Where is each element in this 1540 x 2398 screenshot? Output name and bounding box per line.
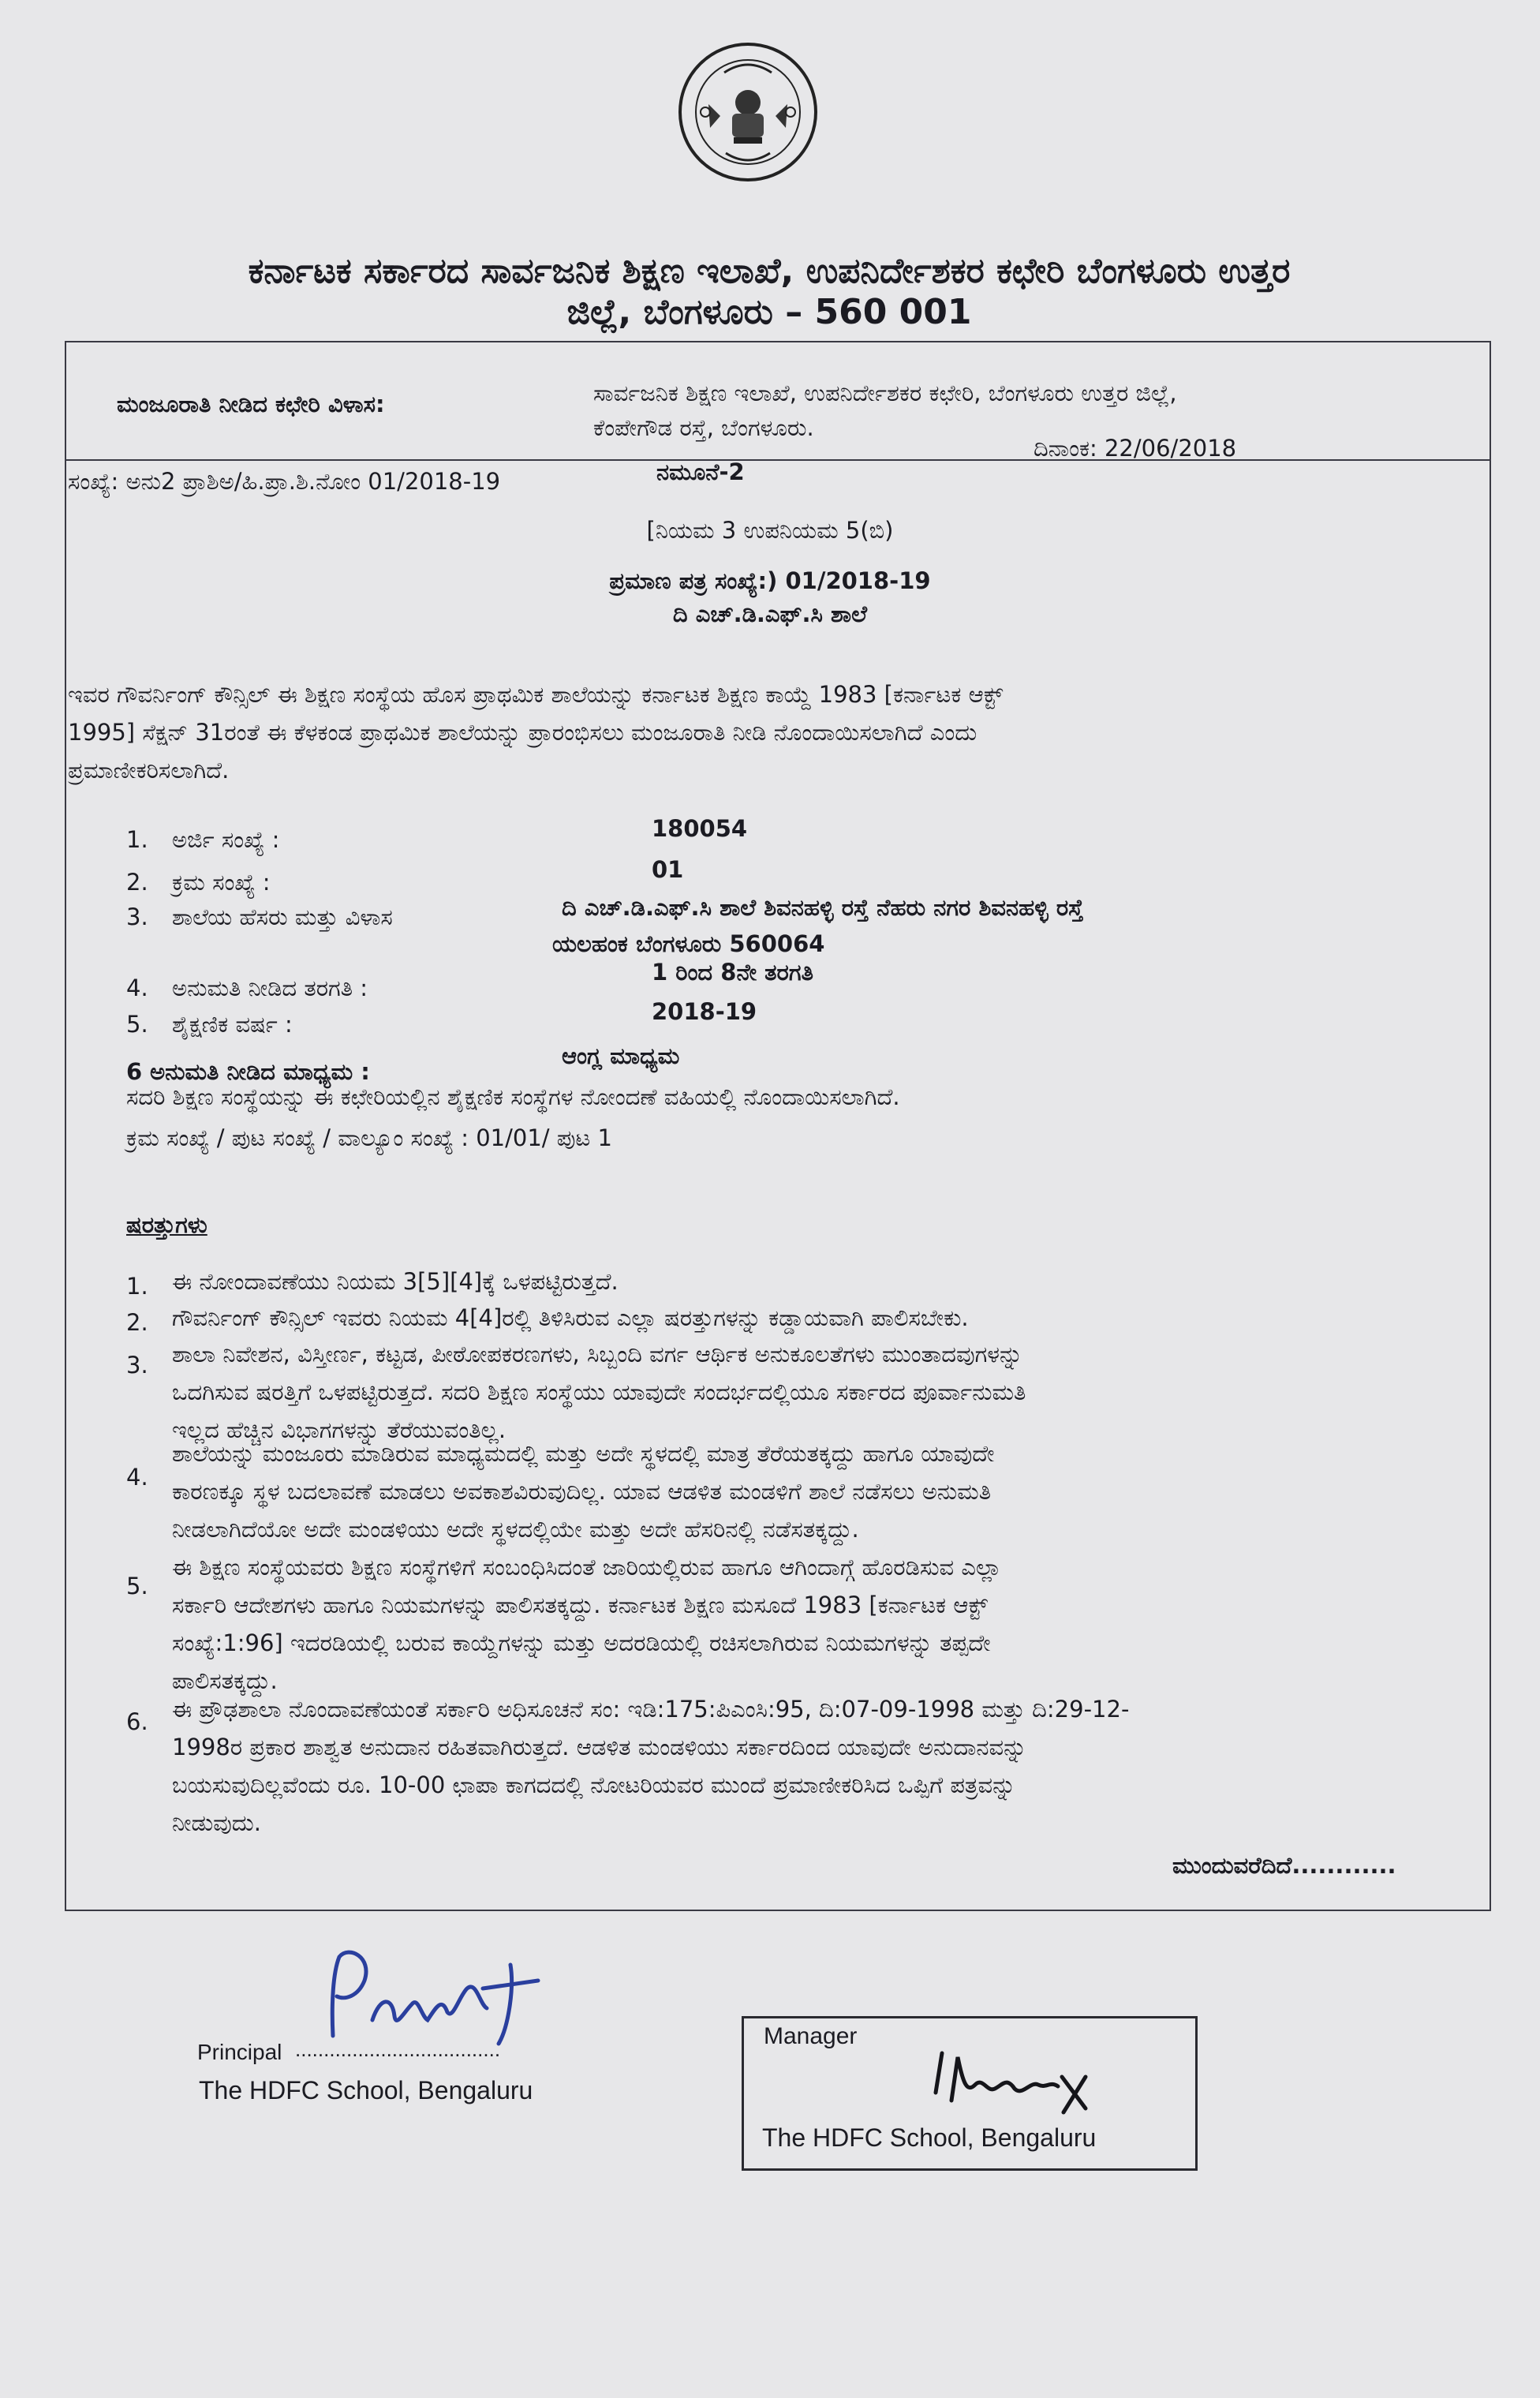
detail-label-class: ಅನುಮತಿ ನೀಡಿದ ತರಗತಿ : xyxy=(172,975,368,1001)
intro-line-3: ಪ್ರಮಾಣೀಕರಿಸಲಾಗಿದೆ. xyxy=(68,757,230,784)
manager-label: Manager xyxy=(764,2023,858,2049)
conditions-title: ಷರತ್ತುಗಳು xyxy=(126,1211,207,1238)
manager-org: The HDFC School, Bengaluru xyxy=(762,2123,1097,2152)
condition-num: 3. xyxy=(126,1352,148,1379)
condition-6-line: 1998ರ ಪ್ರಕಾರ ಶಾಶ್ವತ ಅನುದಾನ ರಹಿತವಾಗಿರುತ್ತದೆ. ಆಡಳಿತ ಮಂಡಳಿಯು ಸರ್ಕಾರದಿಂದ ಯಾವುದೇ ಅನುದಾನವನ್ನು xyxy=(172,1734,1027,1760)
condition-5-line: ಸರ್ಕಾರಿ ಆದೇಶಗಳು ಹಾಗೂ ನಿಯಮಗಳನ್ನು ಪಾಲಿಸತಕ್ಕದ್ದು. ಕರ್ನಾಟಕ ಶಿಕ್ಷಣ ಮಸೂದೆ 1983 [ಕರ್ನಾಟಕ ಆಕ್ಟ್ xyxy=(172,1592,988,1618)
condition-num: 1. xyxy=(126,1273,148,1300)
continued-note: ಮುಂದುವರೆದಿದೆ............ xyxy=(1172,1852,1396,1879)
condition-4-line: ಕಾರಣಕ್ಕೂ ಸ್ಥಳ ಬದಲಾವಣೆ ಮಾಡಲು ಅವಕಾಶವಿರುವುದಿಲ್ಲ. ಯಾವ ಆಡಳಿತ ಮಂಡಳಿಗೆ ಶಾಲೆ ನಡೆಸಲು ಅನುಮತಿ xyxy=(172,1478,992,1505)
condition-num: 2. xyxy=(126,1309,148,1336)
condition-2-line: ಗೌವರ್ನಿಂಗ್ ಕೌನ್ಸಿಲ್ ಇವರು ನಿಯಮ 4[4]ರಲ್ಲಿ ತಿಳಿಸಿರುವ ಎಲ್ಲಾ ಷರತ್ತುಗಳನ್ನು ಕಡ್ಡಾಯವಾಗಿ ಪಾಲಿಸಬೇಕು. xyxy=(172,1304,969,1331)
detail-value-serial-no: 01 xyxy=(652,856,684,883)
detail-num: 4. xyxy=(126,975,148,1001)
condition-3-line: ಒದಗಿಸುವ ಷರತ್ತಿಗೆ ಒಳಪಟ್ಟಿರುತ್ತದೆ. ಸದರಿ ಶಿಕ್ಷಣ ಸಂಸ್ಥೆಯು ಯಾವುದೇ ಸಂದರ್ಭದಲ್ಲಿಯೂ ಸರ್ಕಾರದ ಪೂರ್ವಾನುಮತಿ xyxy=(172,1379,1026,1405)
header-divider xyxy=(65,459,1491,461)
detail-label-academic-year: ಶೈಕ್ಷಣಿಕ ವರ್ಷ : xyxy=(172,1011,293,1038)
detail-value-academic-year: 2018-19 xyxy=(652,998,757,1025)
condition-num: 6. xyxy=(126,1708,148,1735)
detail-label-school-name: ಶಾಲೆಯ ಹೆಸರು ಮತ್ತು ವಿಳಾಸ xyxy=(172,903,393,930)
school-short-name: ದಿ ಎಚ್.ಡಿ.ಎಫ್.ಸಿ ಶಾಲೆ xyxy=(672,600,868,627)
condition-1-line: ಈ ನೋಂದಾವಣೆಯು ನಿಯಮ 3[5][4]ಕ್ಕೆ ಒಳಪಟ್ಟಿರುತ್ತದೆ. xyxy=(172,1268,619,1295)
principal-org: The HDFC School, Bengaluru xyxy=(199,2076,533,2104)
condition-num: 4. xyxy=(126,1464,148,1491)
detail-value-class: 1 ರಿಂದ 8ನೇ ತರಗತಿ xyxy=(652,959,813,986)
condition-3-line: ಶಾಲಾ ನಿವೇಶನ, ವಿಸ್ತೀರ್ಣ, ಕಟ್ಟಡ, ಪೀಠೋಪಕರಣಗಳು, ಸಿಬ್ಬಂದಿ ವರ್ಗ ಆರ್ಥಿಕ ಅನುಕೂಲತೆಗಳು ಮುಂತಾದವುಗಳನ್ನು xyxy=(172,1341,1023,1367)
condition-5-line: ಸಂಖ್ಯೆ:1:96] ಇದರಡಿಯಲ್ಲಿ ಬರುವ ಕಾಯ್ದೆಗಳನ್ನು ಮತ್ತು ಅದರಡಿಯಲ್ಲಿ ರಚಿಸಲಾಗಿರುವ ನಿಯಮಗಳನ್ನು ತಪ್ಪದೇ xyxy=(172,1629,991,1656)
header-line-1: ಕರ್ನಾಟಕ ಸರ್ಕಾರದ ಸಾರ್ವಜನಿಕ ಶಿಕ್ಷಣ ಇಲಾಖೆ, ಉಪನಿರ್ದೇಶಕರ ಕಛೇರಿ ಬೆಂಗಳೂರು ಉತ್ತರ xyxy=(248,251,1291,291)
detail-label-medium: ಅನುಮತಿ ನೀಡಿದ ಮಾಧ್ಯಮ : xyxy=(150,1058,370,1085)
reference-number: ಸಂಖ್ಯೆ: ಅನು2 ಪ್ರಾಶಿಅ/ಹಿ.ಪ್ರಾ.ಶಿ.ನೋಂ 01/2018-19 xyxy=(68,468,501,495)
rule-reference: [ನಿಯಮ 3 ಉಪನಿಯಮ 5(ಬಿ) xyxy=(646,517,894,544)
condition-6-line: ನೀಡುವುದು. xyxy=(172,1809,261,1836)
intro-line-2: 1995] ಸೆಕ್ಷನ್ 31ರಂತೆ ಈ ಕೆಳಕಂಡ ಪ್ರಾಥಮಿಕ ಶಾಲೆಯನ್ನು ಪ್ರಾರಂಭಿಸಲು ಮಂಜೂರಾತಿ ನೀಡಿ ನೊಂದಾಯಿಸಲಾಗಿದೆ ಎಂದು xyxy=(68,719,977,746)
principal-dots: .................................... xyxy=(295,2037,501,2061)
registration-line-1: ಸದರಿ ಶಿಕ್ಷಣ ಸಂಸ್ಥೆಯನ್ನು ಈ ಕಛೇರಿಯಲ್ಲಿನ ಶೈಕ್ಷಣಿಕ ಸಂಸ್ಥೆಗಳ ನೋಂದಣೆ ವಹಿಯಲ್ಲಿ ನೊಂದಾಯಿಸಲಾಗಿದೆ. xyxy=(126,1083,900,1110)
condition-3-line: ಇಲ್ಲದ ಹೆಚ್ಚಿನ ವಿಭಾಗಗಳನ್ನು ತೆರೆಯುವಂತಿಲ್ಲ. xyxy=(172,1416,506,1443)
condition-6-line: ಈ ಪ್ರೌಢಶಾಲಾ ನೊಂದಾವಣೆಯಂತೆ ಸರ್ಕಾರಿ ಅಧಿಸೂಚನೆ ಸಂ: ಇಡಿ:175:ಪಿಎಂಸಿ:95, ದಿ:07-09-1998 ಮತ್ತು ದಿ:29-12- xyxy=(172,1696,1130,1723)
condition-4-line: ಶಾಲೆಯನ್ನು ಮಂಜೂರು ಮಾಡಿರುವ ಮಾಧ್ಯಮದಲ್ಲಿ ಮತ್ತು ಅದೇ ಸ್ಥಳದಲ್ಲಿ ಮಾತ್ರ ತೆರೆಯತಕ್ಕದ್ದು ಹಾಗೂ ಯಾವುದೇ xyxy=(172,1440,995,1467)
detail-num: 6 xyxy=(126,1058,143,1085)
header-line-2: ಜಿಲ್ಲೆ, ಬೆಂಗಳೂರು – 560 001 xyxy=(566,292,972,332)
detail-num: 5. xyxy=(126,1011,148,1038)
detail-label-application-no: ಅರ್ಜಿ ಸಂಖ್ಯೆ : xyxy=(172,826,280,853)
detail-value-school-address: ಯಲಹಂಕ ಬೆಂಗಳೂರು 560064 xyxy=(552,930,825,957)
detail-num: 3. xyxy=(126,903,148,930)
condition-5-line: ಪಾಲಿಸತಕ್ಕದ್ದು. xyxy=(172,1667,278,1694)
principal-signature-icon xyxy=(301,1941,570,2059)
detail-value-application-no: 180054 xyxy=(652,815,748,842)
condition-num: 5. xyxy=(126,1573,148,1599)
intro-line-1: ಇವರ ಗೌವರ್ನಿಂಗ್ ಕೌನ್ಸಿಲ್ ಈ ಶಿಕ್ಷಣ ಸಂಸ್ಥೆಯ ಹೊಸ ಪ್ರಾಥಮಿಕ ಶಾಲೆಯನ್ನು ಕರ್ನಾಟಕ ಶಿಕ್ಷಣ ಕಾಯ್ದೆ 1983 [ಕರ್ನಾಟಕ ಆಕ್ಟ್ xyxy=(68,681,1004,708)
manager-signature-icon xyxy=(928,2045,1109,2116)
condition-4-line: ನೀಡಲಾಗಿದೆಯೋ ಅದೇ ಮಂಡಳಿಯು ಅದೇ ಸ್ಥಳದಲ್ಲಿಯೇ ಮತ್ತು ಅದೇ ಹೆಸರಿನಲ್ಲಿ ನಡೆಸತಕ್ಕದ್ದು. xyxy=(172,1516,859,1543)
detail-label-serial-no: ಕ್ರಮ ಸಂಖ್ಯೆ : xyxy=(172,869,271,896)
detail-num: 1. xyxy=(126,826,148,853)
certificate-number: ಪ್ರಮಾಣ ಪತ್ರ ಸಂಖ್ಯೆ:) 01/2018-19 xyxy=(609,567,931,594)
office-address-line1: ಸಾರ್ವಜನಿಕ ಶಿಕ್ಷಣ ಇಲಾಖೆ, ಉಪನಿರ್ದೇಶಕರ ಕಛೇರಿ, ಬೆಂಗಳೂರು ಉತ್ತರ ಜಿಲ್ಲೆ, xyxy=(593,380,1177,406)
issue-date: ದಿನಾಂಕ: 22/06/2018 xyxy=(1034,435,1237,462)
government-emblem-icon xyxy=(677,41,819,183)
form-number: ನಮೂನೆ-2 xyxy=(656,458,745,485)
office-label: ಮಂಜೂರಾತಿ ನೀಡಿದ ಕಛೇರಿ ವಿಳಾಸ: xyxy=(117,391,385,417)
detail-value-school-name: ದಿ ಎಚ್.ಡಿ.ಎಫ್.ಸಿ ಶಾಲೆ ಶಿವನಹಳ್ಳಿ ರಸ್ತೆ ನೆಹರು ನಗರ ಶಿವನಹಳ್ಳಿ ರಸ್ತೆ xyxy=(562,894,1084,921)
condition-6-line: ಬಯಸುವುದಿಲ್ಲವೆಂದು ರೂ. 10-00 ಛಾಪಾ ಕಾಗದದಲ್ಲಿ ನೋಟರಿಯವರ ಮುಂದೆ ಪ್ರಮಾಣೀಕರಿಸಿದ ಒಪ್ಪಿಗೆ ಪತ್ರವನ್ನು xyxy=(172,1771,1016,1798)
registration-line-2: ಕ್ರಮ ಸಂಖ್ಯೆ / ಪುಟ ಸಂಖ್ಯೆ / ವಾಲ್ಯೂಂ ಸಂಖ್ಯೆ : 01/01/ ಪುಟ 1 xyxy=(126,1124,612,1151)
office-address-line2: ಕೆಂಪೇಗೌಡ ರಸ್ತೆ, ಬೆಂಗಳೂರು. xyxy=(593,414,814,441)
detail-value-medium: ಆಂಗ್ಲ ಮಾಧ್ಯಮ xyxy=(562,1042,680,1069)
detail-num: 2. xyxy=(126,869,148,896)
principal-label: Principal xyxy=(197,2040,282,2064)
condition-5-line: ಈ ಶಿಕ್ಷಣ ಸಂಸ್ಥೆಯವರು ಶಿಕ್ಷಣ ಸಂಸ್ಥೆಗಳಿಗೆ ಸಂಬಂಧಿಸಿದಂತೆ ಜಾರಿಯಲ್ಲಿರುವ ಹಾಗೂ ಆಗಿಂದಾಗ್ಗೆ ಹೊರಡಿಸುವ ಎಲ್ಲಾ xyxy=(172,1554,1002,1581)
